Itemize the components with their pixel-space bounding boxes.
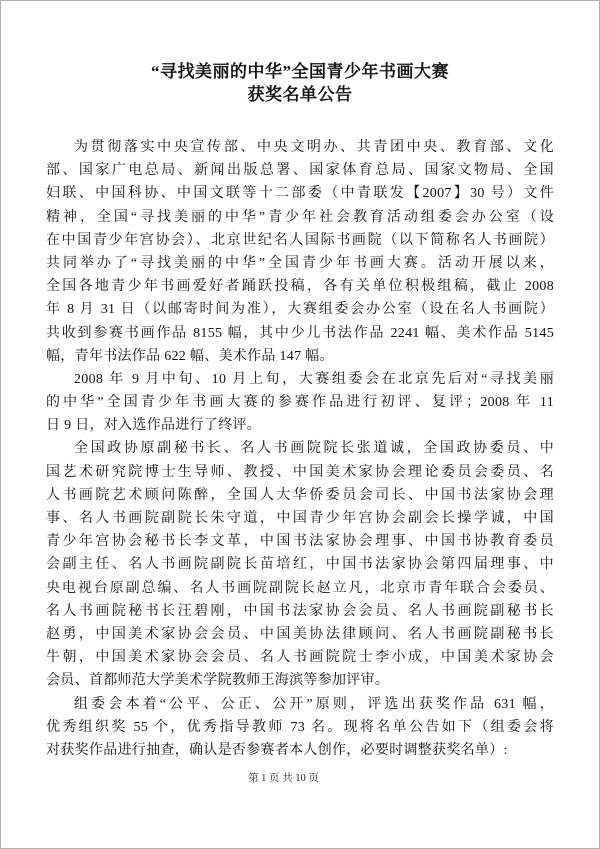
page-number-footer: 第 1 页 共 10 页 xyxy=(248,773,319,784)
body-line: 组委会本着“公平、公正、公开”原则，评选出获奖作品 631 幅， xyxy=(74,696,554,712)
body-line: 幅，青年书法作品 622 幅、美术作品 147 幅。 xyxy=(46,348,334,364)
body-line: 为贯彻落实中央宣传部、中央文明办、共青团中央、教育部、文化 xyxy=(74,140,554,155)
paragraph-2 xyxy=(46,368,554,438)
body-line: 在中国青少年宫协会）、北京世纪名人国际书画院（以下简称名人书画院） xyxy=(46,232,554,248)
body-line: 人书画院艺术顾问陈醉，全国人大华侨委员会司长、中国书法家协会理 xyxy=(46,487,554,503)
body-line: 全国政协原副秘书长、名人书画院院长张道诚，全国政协委员、中 xyxy=(74,441,554,457)
body-line: 精神，全国“寻找美丽的中华”青少年社会教育活动组委会办公室（设 xyxy=(46,209,554,225)
doc-title-line2: 获奖名单公告 xyxy=(247,85,353,104)
body-line: 青少年宫协会秘书长李文革，中国书法家协会理事、中国书协教育委员 xyxy=(46,534,554,550)
body-line: 共收到参赛书画作品 8155 幅，其中少儿书法作品 2241 幅、美术作品 5145 xyxy=(46,325,554,341)
document-body xyxy=(46,136,554,762)
body-line: 央电视台原副总编、名人书画院副院长赵立凡，北京市青年联合会委员、 xyxy=(46,580,554,596)
document-title xyxy=(0,60,600,106)
doc-title-line1: “寻找美丽的中华”全国青少年书画大赛 xyxy=(151,62,449,81)
body-line: 共同举办了“寻找美丽的中华”全国青少年书画大赛。活动开展以来， xyxy=(46,255,554,271)
body-line: 赵勇，中国美术家协会会员、中国美协法律顾问、名人书画院副秘书长 xyxy=(46,626,554,642)
body-line: 对获奖作品进行抽查，确认是否参赛者本人创作，必要时调整获奖名单）: xyxy=(46,742,508,758)
paragraph-3 xyxy=(46,437,554,692)
paragraph-1 xyxy=(46,136,554,368)
body-line: 牛朝，中国美术家协会会员、名人书画院院士李小成，中国美术家协会 xyxy=(46,650,554,666)
body-line: 的中华”全国青少年书画大赛的参赛作品进行初评、复评；2008 年 11 xyxy=(46,395,554,411)
paragraph-4 xyxy=(46,693,554,763)
body-line: 2008 年 9 月中旬、10 月上旬，大赛组委会在北京先后对“寻找美丽 xyxy=(74,371,554,387)
body-line: 名人书画院秘书长汪碧刚，中国书法家协会会员、名人书画院副秘书长 xyxy=(46,603,554,619)
body-line: 全国各地青少年书画爱好者踊跃投稿，各有关单位积极组稿，截止 2008 xyxy=(46,279,554,295)
body-line: 优秀组织奖 55 个，优秀指导教师 73 名。现将名单公告如下（组委会将 xyxy=(46,719,554,735)
body-line: 事、名人书画院副院长朱守道，中国青少年宫协会副会长操学诚，中国 xyxy=(46,511,554,526)
body-line: 国艺术研究院博士生导师、教授、中国美术家协会理论委员会委员、名 xyxy=(46,464,554,480)
body-line: 部、国家广电总局、新闻出版总署、国家体育总局、国家文物局、全国 xyxy=(46,163,554,179)
body-line: 会副主任、名人书画院副院长苗培红，中国书法家协会第四届理事、中 xyxy=(46,557,554,573)
body-line: 妇联、中国科协、中国文联等十二部委（中青联发【2007】30 号）文件 xyxy=(46,186,554,202)
body-line: 年 8 月 31 日（以邮寄时间为准），大赛组委会办公室（设在名人书画院） xyxy=(46,302,554,318)
body-line: 会员、首都师范大学美术学院教师王海滨等参加评审。 xyxy=(46,673,390,689)
body-line: 日 9 日，对入选作品进行了终评。 xyxy=(46,418,262,434)
